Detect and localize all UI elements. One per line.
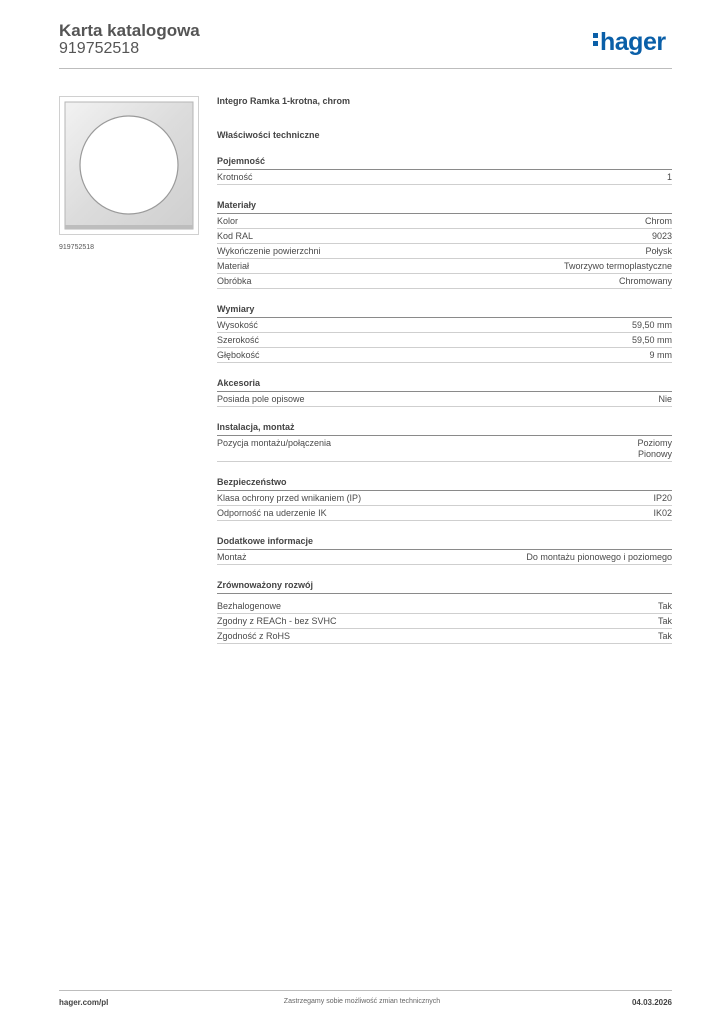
spec-row [217, 214, 672, 229]
spec-label: Kod RAL [217, 231, 254, 241]
spec-label: Kolor [217, 216, 239, 226]
spec-group [217, 477, 672, 521]
spec-label: Wykończenie powierzchni [217, 246, 321, 256]
spec-label: Krotność [217, 172, 253, 182]
spec-row [217, 506, 672, 521]
spec-value-line: Poziomy [637, 438, 672, 448]
footer-date: 04.03.2026 [631, 998, 672, 1007]
section-title: Właściwości techniczne [217, 130, 320, 140]
spec-value-line: 59,50 mm [631, 335, 672, 345]
spec-group [217, 536, 672, 565]
spec-row [217, 259, 672, 274]
spec-group-title: Dodatkowe informacje [217, 536, 672, 550]
spec-group [217, 156, 672, 185]
spec-label: Bezhalogenowe [217, 601, 282, 611]
spec-label: Pozycja montażu/połączenia [217, 438, 332, 448]
spec-value [658, 616, 672, 627]
spec-label: Zgodny z REACh - bez SVHC [217, 616, 337, 626]
spec-groups [217, 156, 672, 644]
spec-row [217, 274, 672, 289]
spec-row [217, 436, 672, 462]
spec-label: Posiada pole opisowe [217, 394, 305, 404]
spec-group-title: Materiały [217, 200, 672, 214]
spec-value [564, 261, 672, 272]
product-image [59, 96, 199, 235]
spec-group-title: Pojemność [217, 156, 672, 170]
spec-label: Montaż [217, 552, 247, 562]
spec-group [217, 200, 672, 289]
spec-label: Klasa ochrony przed wnikaniem (IP) [217, 493, 362, 503]
spec-value [652, 231, 672, 242]
spec-row [217, 170, 672, 185]
spec-value-line: Do montażu pionowego i poziomego [526, 552, 672, 562]
spec-group-title: Zrównoważony rozwój [217, 580, 672, 594]
spec-value-line: 9023 [651, 231, 672, 241]
logo-dots-icon [593, 31, 598, 48]
spec-group-title: Akcesoria [217, 378, 672, 392]
spec-value-line: Chromowany [618, 276, 672, 286]
spec-value-line: Połysk [645, 246, 672, 256]
spec-value-line: 9 mm [649, 350, 672, 360]
page-title: Karta katalogowa [59, 21, 200, 40]
spec-label: Głębokość [217, 350, 260, 360]
spec-group [217, 304, 672, 363]
spec-row [217, 348, 672, 363]
spec-value [632, 320, 672, 331]
spec-value-line: IK02 [653, 508, 672, 518]
document-number: 919752518 [59, 40, 140, 57]
footer-website[interactable]: hager.com/pl [59, 998, 109, 1007]
specification-content [217, 96, 672, 644]
spec-label: Szerokość [217, 335, 260, 345]
spec-value [658, 631, 672, 642]
logo-text: hager [600, 28, 666, 56]
spec-value [653, 508, 672, 519]
spec-value [526, 552, 672, 563]
spec-value-line: IP20 [653, 493, 672, 503]
footer-disclaimer: Zastrzegamy sobie możliwość zmian technicznych [283, 998, 441, 1005]
spec-group-title: Bezpieczeństwo [217, 477, 672, 491]
spec-value-line: Tworzywo termoplastyczne [563, 261, 672, 271]
spec-value [632, 335, 672, 346]
spec-group [217, 378, 672, 407]
spec-row [217, 599, 672, 614]
header-divider [59, 68, 672, 69]
spec-group-title: Instalacja, montaż [217, 422, 672, 436]
spec-label: Materiał [217, 261, 250, 271]
spec-value [645, 216, 672, 227]
spec-value [637, 438, 672, 460]
spec-group-title: Wymiary [217, 304, 672, 318]
spec-value [667, 172, 672, 183]
spec-value [619, 276, 672, 287]
hager-logo [593, 27, 666, 57]
spec-value-line: Nie [658, 394, 672, 404]
spec-value-line: 59,50 mm [631, 320, 672, 330]
spec-row [217, 614, 672, 629]
spec-row [217, 629, 672, 644]
spec-value [658, 601, 672, 612]
spec-value [653, 493, 672, 504]
spec-label: Odporność na uderzenie IK [217, 508, 327, 518]
spec-value [645, 246, 672, 257]
spec-value [650, 350, 673, 361]
spec-value-line: Tak [657, 616, 672, 626]
spec-row [217, 550, 672, 565]
spec-label: Wysokość [217, 320, 258, 330]
image-caption: 919752518 [59, 244, 95, 251]
spec-value-line: Tak [657, 601, 672, 611]
spec-value-line: Chrom [644, 216, 672, 226]
spec-value-line: Pionowy [637, 449, 672, 459]
spec-row [217, 491, 672, 506]
spec-group [217, 580, 672, 644]
spec-label: Obróbka [217, 276, 252, 286]
spec-row [217, 229, 672, 244]
spec-value-line: 1 [666, 172, 672, 182]
spec-value [658, 394, 672, 405]
frame-image-icon [60, 97, 198, 234]
spec-value-line: Tak [657, 631, 672, 641]
spec-row [217, 318, 672, 333]
spec-label: Zgodność z RoHS [217, 631, 291, 641]
spec-row [217, 333, 672, 348]
product-name: Integro Ramka 1-krotna, chrom [217, 96, 351, 106]
footer-divider [59, 990, 672, 991]
spec-group [217, 422, 672, 462]
spec-row [217, 244, 672, 259]
spec-row [217, 392, 672, 407]
